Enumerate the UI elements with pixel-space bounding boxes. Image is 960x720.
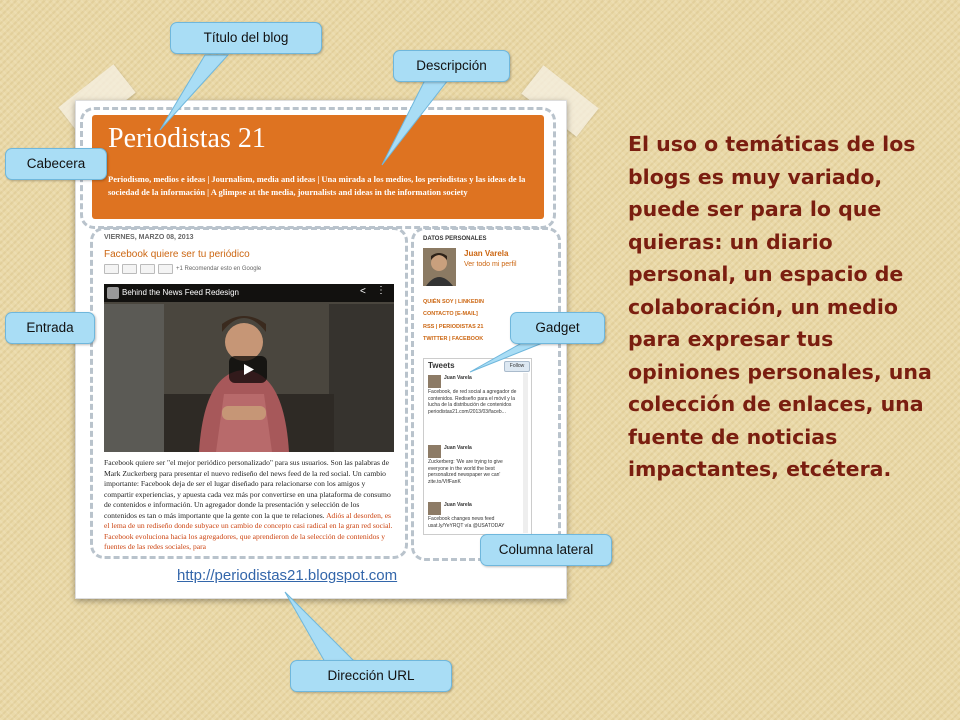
callout-cabecera: Cabecera (5, 148, 107, 180)
share-icon[interactable]: < (360, 286, 366, 297)
callout-columna-lateral: Columna lateral (480, 534, 612, 566)
tweet-author: Juan Varela (444, 445, 472, 451)
callout-descripcion: Descripción (393, 50, 510, 82)
tweet-text: Zuckerberg: 'We are trying to give everyone in the world the best personalized newspaper we can' zite.to/VIfFanK (428, 459, 503, 485)
callout-titulo: Título del blog (170, 22, 322, 54)
tweet-text: Facebook, de red social a agregador de contenidos. Rediseño para el móvil y la lucha de la distribución de contenidos periodistas21.com/2013/03/faceb... (428, 389, 517, 415)
sidebar-heading: DATOS PERSONALES (423, 236, 487, 242)
tweet-text: Facebook changes news feed usat.ly/YeYRQT vía @USATODAY (428, 516, 505, 529)
tweet-author: Juan Varela (444, 375, 472, 381)
tweet-author: Juan Varela (444, 502, 472, 508)
tweets-heading: Tweets (428, 361, 455, 370)
callout-direccion-url: Dirección URL (290, 660, 452, 692)
blog-title: Periodistas 21 (108, 123, 266, 154)
post-paragraph: Facebook quiere ser "el mejor periódico personalizado" para sus usuarios. Son las palabras de Mark Zuckerberg para presentar el nuevo rediseño del news feed de la red social. Un cambio importante: Facebook deja de ser el lugar diseñado para relacionarse con los amigos y compartir experiencias, y apuesta cada vez más por convertirse en una plataforma de consumo de contenidos e información. Un agregador donde la presentación y selección de los contenidos es tan o más importante que la gente con la que te relaciones. (104, 458, 391, 520)
more-icon[interactable]: ⋮ (376, 285, 386, 296)
follow-button[interactable]: Follow (504, 361, 530, 372)
callout-entrada: Entrada (5, 312, 95, 344)
sidebar-link[interactable]: RSS | PERIODISTAS 21 (423, 324, 484, 330)
author-name[interactable]: Juan Varela (464, 249, 509, 258)
profile-link[interactable]: Ver todo mi perfil (464, 261, 517, 268)
video-title: Behind the News Feed Redesign (122, 288, 239, 297)
blog-url[interactable]: http://periodistas21.blogspot.com (177, 567, 398, 584)
blog-description: Periodismo, medios e ideas | Journalism, media and ideas | Una mirada a los medios, los periodistas y las ideas de la sociedad de la información | A glimpse at the media, journalists and ideas in the information society (108, 174, 526, 197)
callout-gadget: Gadget (510, 312, 605, 344)
sidebar-link[interactable]: TWITTER | FACEBOOK (423, 336, 484, 342)
sidebar-link[interactable]: QUIÉN SOY | LINKEDIN (423, 299, 485, 305)
sidebar-link[interactable]: CONTACTO [E-MAIL] (423, 311, 478, 317)
share-text: +1 Recomendar esto en Google (176, 266, 262, 272)
main-text: El uso o temáticas de los blogs es muy variado, puede ser para lo que quieras: un diario personal, un espacio de colaboración, un medio para expresar tus opiniones personales, una colección de enlaces, una fuente de noticias impactantes, etcétera. (628, 132, 932, 481)
post-title[interactable]: Facebook quiere ser tu periódico (104, 249, 250, 260)
post-date: VIERNES, MARZO 08, 2013 (104, 234, 194, 241)
post-paragraph: Adiós al desorden, es el lema de un rediseño donde subyace un cambio de concepto casi radical en la gran red social. Facebook evoluciona hacia los agregadores, que aprendieron de la selección de contenidos y fuentes de las redes sociales, para (104, 510, 393, 551)
